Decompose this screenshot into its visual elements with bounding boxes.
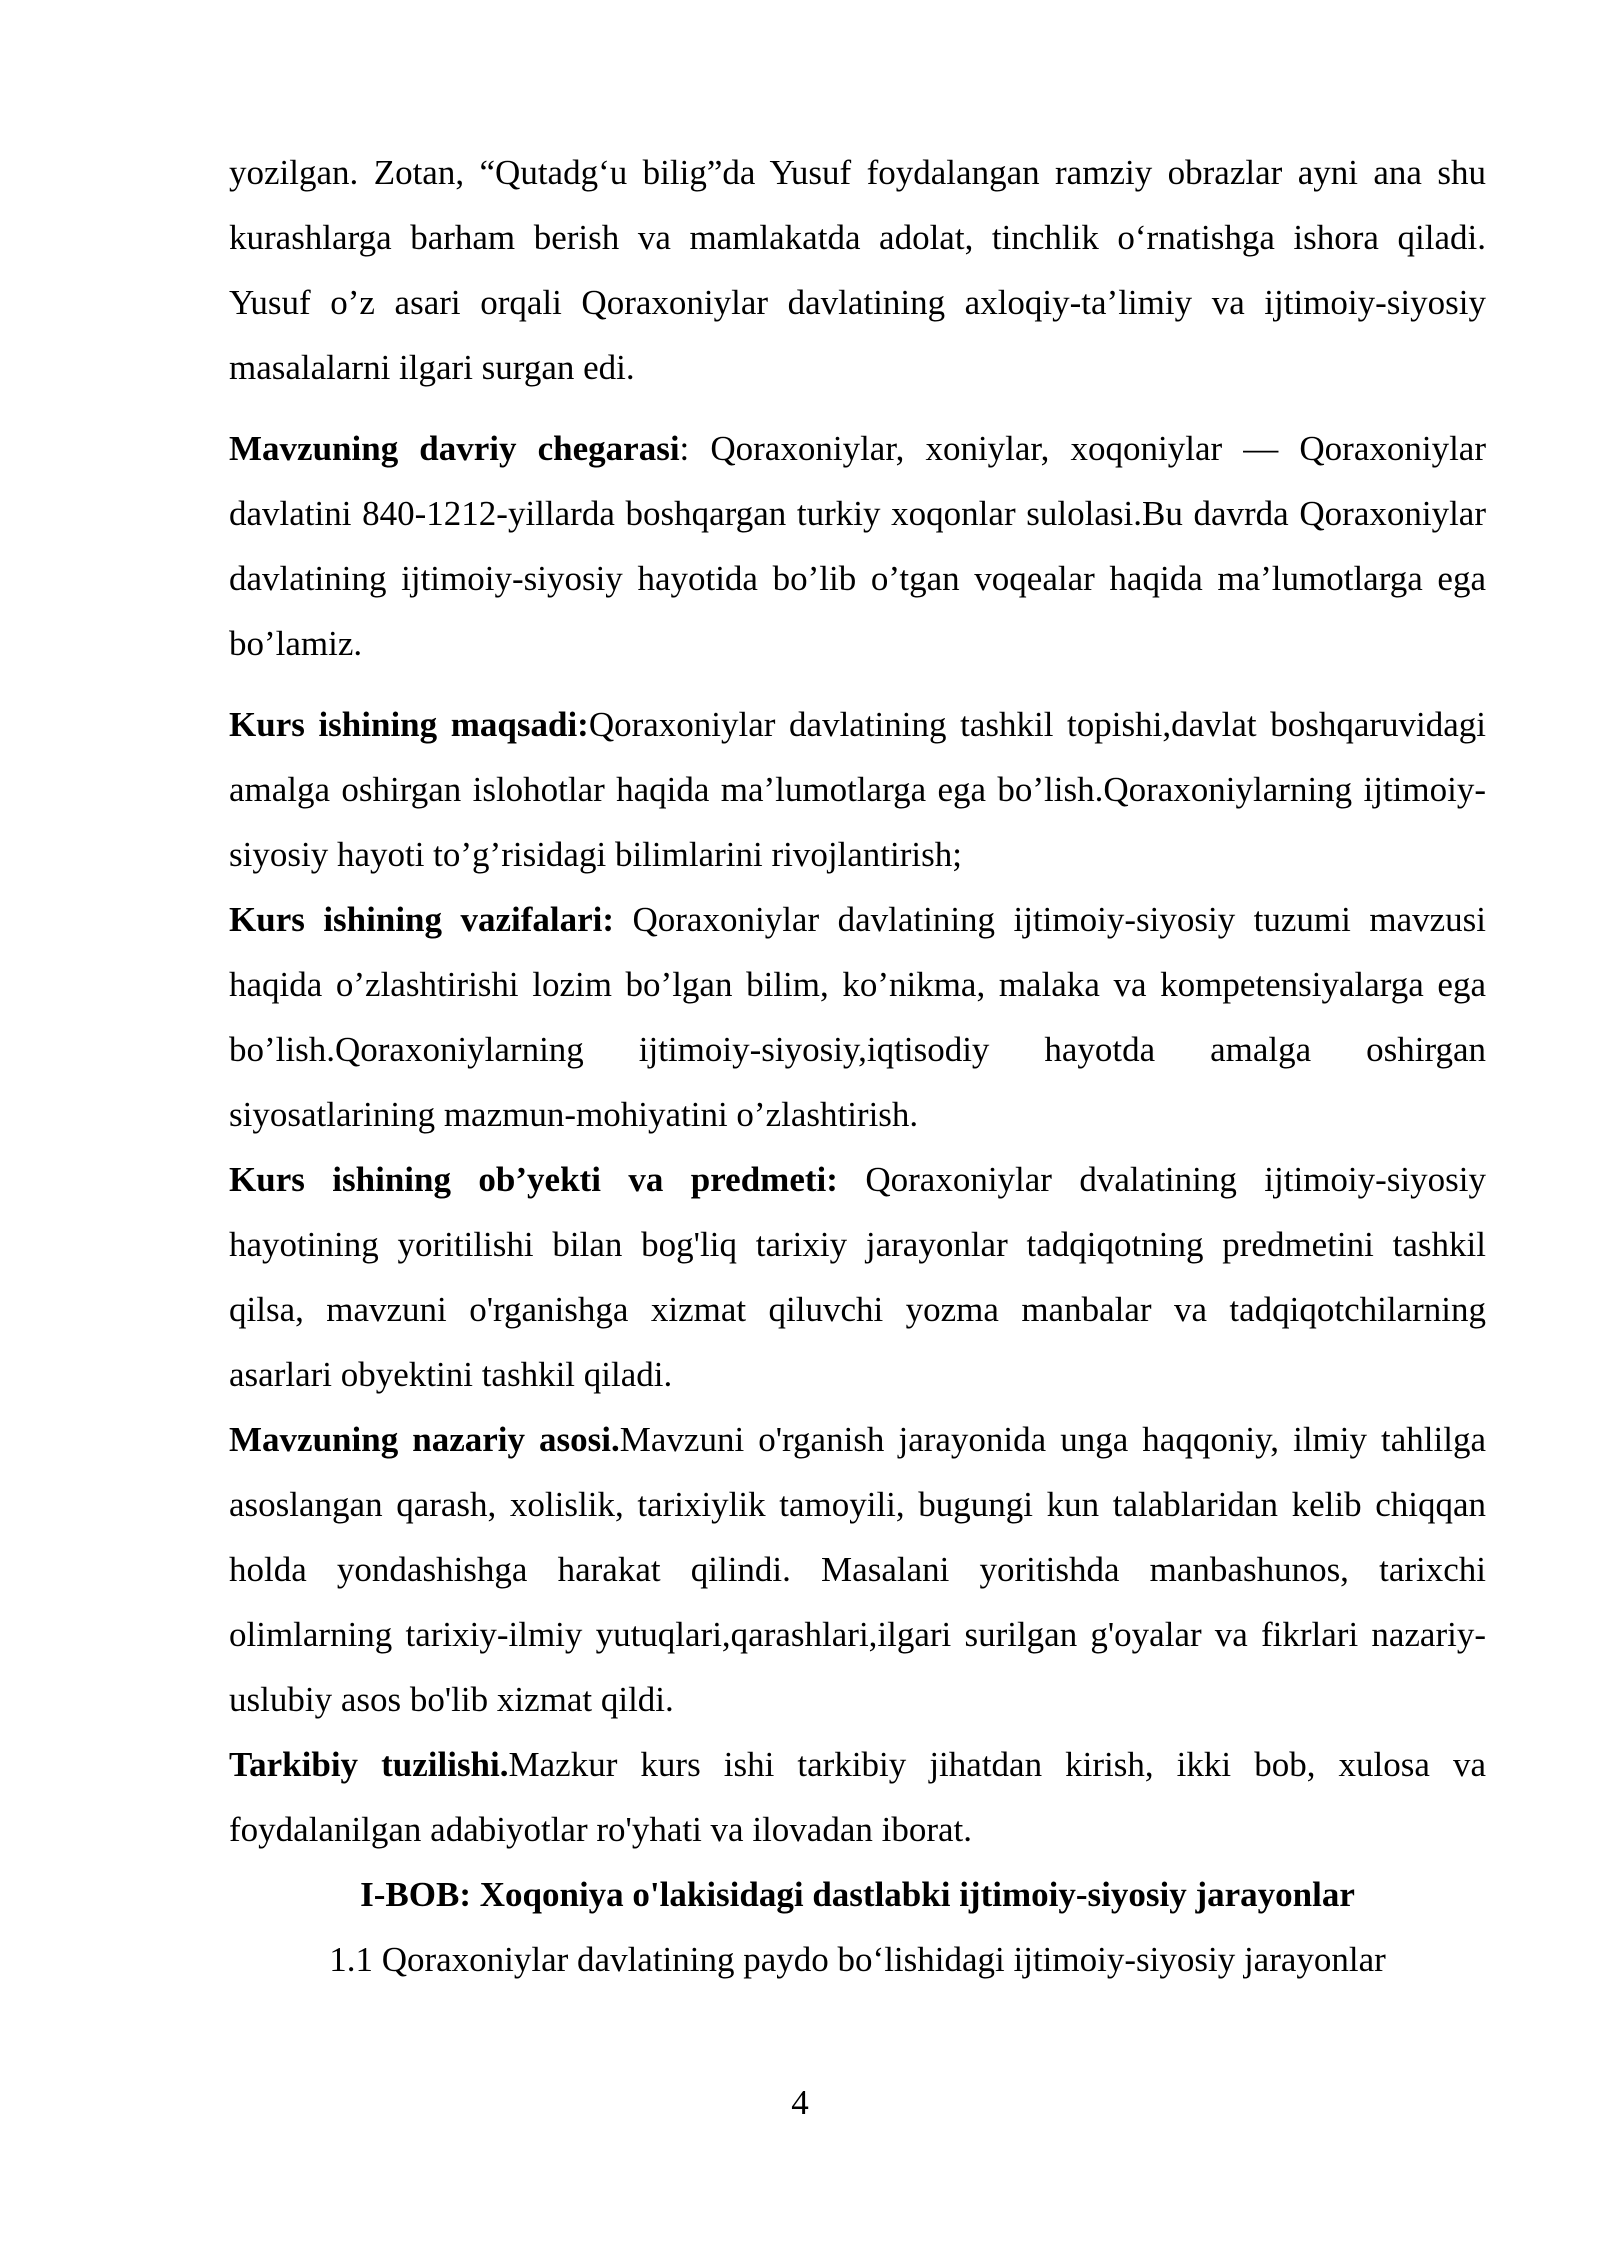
paragraph-text: Qoraxoniylar davlatining ijtimoiy-siyosiy tuzumi mavzusi haqida o’zlashtirishi lozim bo’lgan bilim, ko’nikma, malaka va kompetensiyalarga ega bo’lish.Qoraxoniylarning ijtimoiy-siyosiy,iqtisodiy hayotda amalga oshirgan siyosatlarining mazmun-mohiyatini o’zlashtirish. (229, 900, 1486, 1134)
paragraph-tasks (229, 887, 1486, 1147)
paragraph-text: Qoraxoniylar davlatining tashkil topishi,davlat boshqaruvidagi amalga oshirgan islohotlar haqida ma’lumotlarga ega bo’lish.Qoraxoniylarning ijtimoiy-siyosiy hayoti to’g’risidagi bilimlarini rivojlantirish; (229, 705, 1486, 874)
paragraph-object (229, 1147, 1486, 1407)
paragraph-period (229, 416, 1486, 676)
paragraph-text: Qoraxoniylar dvalatining ijtimoiy-siyosiy hayotining yoritilishi bilan bog'liq tarixiy jarayonlar tadqiqotning predmetini tashkil qilsa, mavzuni o'rganishga xizmat qiluvchi yozma manbalar va tadqiqotchilarning asarlari obyektini tashkil qiladi. (229, 1160, 1486, 1394)
paragraph-label: Kurs ishining vazifalari: (229, 900, 615, 939)
document-page (229, 140, 1486, 1992)
paragraph-text: : Qoraxoniylar, xoniylar, xoqoniylar — Qoraxoniylar davlatini 840-1212-yillarda boshqargan turkiy xoqonlar sulolasi.Bu davrda Qoraxoniylar davlatining ijtimoiy-siyosiy hayotida bo’lib o’tgan voqealar haqida ma’lumotlarga ega bo’lamiz. (229, 429, 1486, 663)
paragraph-label: Kurs ishining ob’yekti va predmeti: (229, 1160, 838, 1199)
paragraph-text: yozilgan. Zotan, “Qutadg‘u bilig”da Yusuf foydalangan ramziy obrazlar ayni ana shu kurashlarga barham berish va mamlakatda adolat, tinchlik o‘rnatishga ishora qiladi. Yusuf o’z asari orqali Qoraxoniylar davlatining axloqiy-ta’limiy va ijtimoiy-siyosiy masalalarni ilgari surgan edi. (229, 153, 1486, 387)
paragraph-intro (229, 140, 1486, 400)
paragraph-structure (229, 1732, 1486, 1862)
chapter-heading: I-BOB: Xoqoniya o'lakisidagi dastlabki ijtimoiy-siyosiy jarayonlar (360, 1875, 1355, 1914)
paragraph-text: Mavzuni o'rganish jarayonida unga haqqoniy, ilmiy tahlilga asoslangan qarash, xolislik, tarixiylik tamoyili, bugungi kun talablaridan kelib chiqqan holda yondashishga harakat qilindi. Masalani yoritishda manbashunos, tarixchi olimlarning tarixiy-ilmiy yutuqlari,qarashlari,ilgari surilgan g'oyalar va fikrlari nazariy- uslubiy asos bo'lib xizmat qildi. (229, 1420, 1486, 1719)
paragraph-text: Mazkur kurs ishi tarkibiy jihatdan kirish, ikki bob, xulosa va foydalanilgan adabiyotlar ro'yhati va ilovadan iborat. (229, 1745, 1487, 1849)
paragraph-label: Mavzuning nazariy asosi. (229, 1420, 620, 1459)
paragraph-goal (229, 692, 1486, 887)
page-number: 4 (791, 2083, 809, 2122)
paragraph-label: Kurs ishining maqsadi: (229, 705, 589, 744)
paragraph-label: Mavzuning davriy chegarasi (229, 429, 680, 468)
section-heading: 1.1 Qoraxoniylar davlatining paydo bo‘lishidagi ijtimoiy-siyosiy jarayonlar (329, 1940, 1386, 1979)
paragraph-label: Tarkibiy tuzilishi. (229, 1745, 509, 1784)
paragraph-theory (229, 1407, 1486, 1732)
